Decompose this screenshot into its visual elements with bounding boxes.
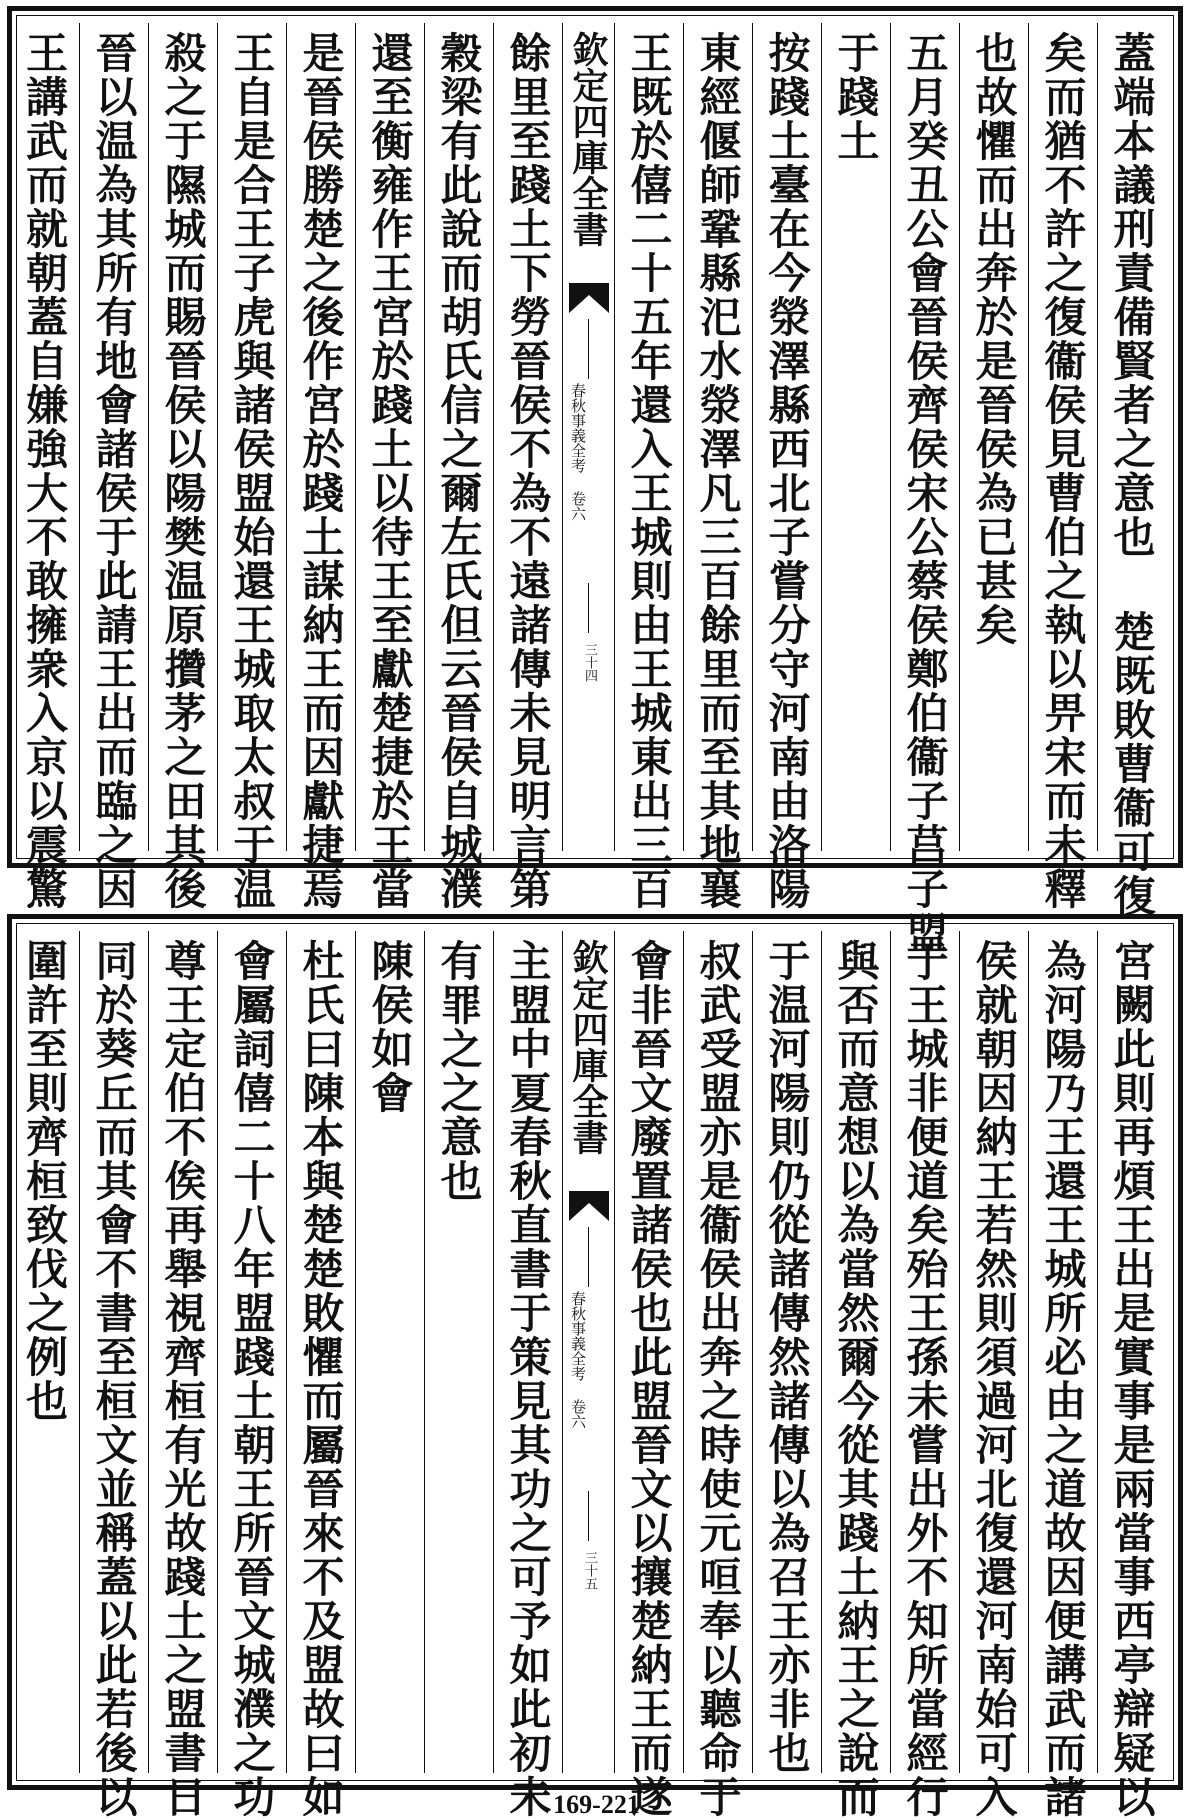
column-text: 有罪之之意也 xyxy=(434,939,484,1203)
text-column xyxy=(959,931,1028,1819)
text-column xyxy=(217,931,286,1819)
column-text: 與否而意想以為當然爾今從其踐土納王之說而 xyxy=(831,939,881,1819)
text-column xyxy=(286,931,355,1819)
text-column xyxy=(217,23,286,911)
text-column xyxy=(683,23,752,911)
column-text: 于踐土 xyxy=(831,31,881,163)
column-text: 于王城非便道矣殆王孫未嘗出外不知所當經行 xyxy=(900,939,950,1819)
column-text: 東經偃師鞏縣汜水滎澤凡三百餘里而至其地襄 xyxy=(693,31,743,911)
column-text: 穀梁有此說而胡氏信之爾左氏但云晉侯自城濮 xyxy=(434,31,484,911)
text-column xyxy=(1028,23,1097,911)
text-column xyxy=(1097,23,1166,918)
text-column xyxy=(493,931,562,1819)
text-column xyxy=(614,23,683,911)
text-column xyxy=(355,931,424,1773)
column-text: 于温河陽則仍從諸傳然諸傳以為召王亦非也 xyxy=(762,939,812,1775)
column-text: 王既於僖二十五年還入王城則由王城東出三百 xyxy=(624,31,674,911)
text-column xyxy=(10,23,79,911)
text-column xyxy=(79,23,148,911)
column-text: 尊王定伯不俟再舉視齊桓有光故踐土之盟書日 xyxy=(158,939,208,1819)
column-text: 侯就朝因納王若然則須過河北復還河南始可入 xyxy=(969,939,1019,1819)
volume-label: 春秋事義全考 卷六 xyxy=(569,1291,587,1429)
column-text: 餘里至踐土下勞晉侯不為不遠諸傳未見明言第 xyxy=(503,31,553,911)
top-columns xyxy=(20,23,1166,955)
text-column xyxy=(493,23,562,911)
column-text: 殺之于隰城而賜晉侯以陽樊温原攢茅之田其後 xyxy=(158,31,208,911)
reference-number: 169-221 xyxy=(553,1790,640,1819)
column-text: 圍許至則齊桓致伐之例也 xyxy=(20,939,69,1423)
column-text: 宮闕此則再煩王出是實事是兩當事西亭辯疑以 xyxy=(1107,939,1157,1819)
top-page xyxy=(7,6,1183,955)
fish-tail-mark-icon xyxy=(567,281,611,315)
column-text: 五月癸丑公會晉侯齊侯宋公蔡侯鄭伯衞子莒子盟 xyxy=(900,31,950,955)
text-column xyxy=(821,931,890,1819)
fold-line xyxy=(588,1227,589,1287)
text-column xyxy=(614,931,683,1819)
volume-label: 春秋事義全考 卷六 xyxy=(569,383,587,521)
column-text: 按踐土臺在今滎澤縣西北子嘗分守河南由洛陽 xyxy=(762,31,812,911)
page-number: 三十四 xyxy=(582,643,597,682)
text-column xyxy=(79,931,148,1819)
text-column xyxy=(821,23,890,851)
page-number: 三十五 xyxy=(582,1551,597,1590)
text-column xyxy=(148,931,217,1819)
fold-line xyxy=(588,583,589,633)
column-text: 陳侯如會 xyxy=(365,939,415,1115)
fold-line xyxy=(588,319,589,379)
book-title: 欽定四庫全書 xyxy=(567,939,609,1155)
column-text: 杜氏曰陳本與楚楚敗懼而屬晉來不及盟故曰如 xyxy=(296,939,346,1819)
text-column xyxy=(424,23,493,911)
column-text: 是晉侯勝楚之後作宮於踐土謀納王而因獻捷焉 xyxy=(296,31,346,911)
text-column xyxy=(752,23,821,911)
text-column xyxy=(1097,931,1166,1819)
text-column xyxy=(1028,931,1097,1819)
column-text: 叔武受盟亦是衞侯出奔之時使元咺奉以聽命于 xyxy=(693,939,743,1819)
text-column xyxy=(890,931,959,1819)
text-column xyxy=(424,931,493,1773)
text-column xyxy=(148,23,217,911)
column-text: 會非晉文廢置諸侯也此盟晉文以攘楚納王而遂 xyxy=(624,939,674,1819)
center-fold-strip xyxy=(562,23,614,851)
column-text: 王自是合王子虎與諸侯盟始還王城取太叔于温 xyxy=(227,31,277,911)
text-column xyxy=(959,23,1028,851)
text-column xyxy=(752,931,821,1773)
column-text: 晉以温為其所有地會諸侯于此請王出而臨之因 xyxy=(89,31,139,911)
text-column xyxy=(683,931,752,1819)
column-text: 矣而猶不許之復衞侯見曹伯之執以畀宋而未釋 xyxy=(1038,31,1088,911)
center-fold-strip xyxy=(562,931,614,1773)
text-column xyxy=(10,931,79,1773)
column-text: 也故懼而出奔於是晉侯為已甚矣 xyxy=(969,31,1019,647)
text-column xyxy=(890,23,959,955)
text-column xyxy=(355,23,424,911)
column-text: 還至衡雍作王宮於踐土以待王至獻楚捷於王當 xyxy=(365,31,415,911)
column-text: 會屬詞僖二十八年盟踐土朝王所晉文城濮之功 xyxy=(227,939,277,1819)
column-text: 為河陽乃王還王城所必由之道故因便講武而諸 xyxy=(1038,939,1088,1819)
column-text: 蓋端本議刑責備賢者之意也 楚既敗曹衞可復 xyxy=(1107,31,1157,918)
text-column xyxy=(286,23,355,911)
fold-line xyxy=(588,1491,589,1541)
book-title: 欽定四庫全書 xyxy=(567,31,609,247)
column-text: 主盟中夏春秋直書于策見其功之可予如此初未 xyxy=(503,939,553,1819)
column-text: 王講武而就朝蓋自嫌強大不敢擁衆入京以震驚 xyxy=(20,31,69,911)
column-text: 同於葵丘而其會不書至桓文並稱蓋以此若後以 xyxy=(89,939,139,1819)
fish-tail-mark-icon xyxy=(567,1189,611,1223)
